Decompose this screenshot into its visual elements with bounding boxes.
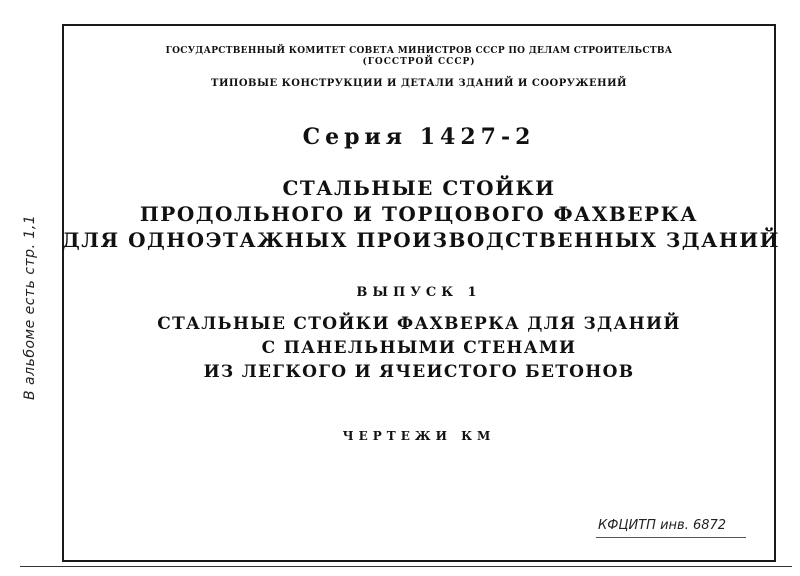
drawings-label: ЧЕРТЕЖИ КМ [342,429,496,443]
org-line-3: ТИПОВЫЕ КОНСТРУКЦИИ И ДЕТАЛИ ЗДАНИЙ И СООРУЖЕНИЙ [211,78,627,89]
inventory-underline [596,537,746,538]
series-number: Серия 1427-2 [302,124,536,150]
title-line-2: ПРОДОЛЬНОГО И ТОРЦОВОГО ФАХВЕРКА [139,202,699,226]
org-line-2: (ГОССТРОЙ СССР) [362,57,476,67]
subtitle-line-3: ИЗ ЛЕГКОГО И ЯЧЕИСТОГО БЕТОНОВ [203,362,635,382]
inventory-stamp: КФЦИТП инв. 6872 [598,518,727,533]
title-line-1: СТАЛЬНЫЕ СТОЙКИ [282,176,556,200]
sheet-edge-line [20,566,792,567]
subtitle-line-2: С ПАНЕЛЬНЫМИ СТЕНАМИ [261,338,577,358]
handwritten-side-note: В альбоме есть стр. 1,1 [22,214,38,400]
subtitle-line-1: СТАЛЬНЫЕ СТОЙКИ ФАХВЕРКА ДЛЯ ЗДАНИЙ [157,314,681,334]
title-line-3: ДЛЯ ОДНОЭТАЖНЫХ ПРОИЗВОДСТВЕННЫХ ЗДАНИЙ [62,228,781,252]
issue-number: ВЫПУСК 1 [356,285,482,300]
org-line-1: ГОСУДАРСТВЕННЫЙ КОМИТЕТ СОВЕТА МИНИСТРОВ СССР ПО ДЕЛАМ СТРОИТЕЛЬСТВА [165,46,673,56]
